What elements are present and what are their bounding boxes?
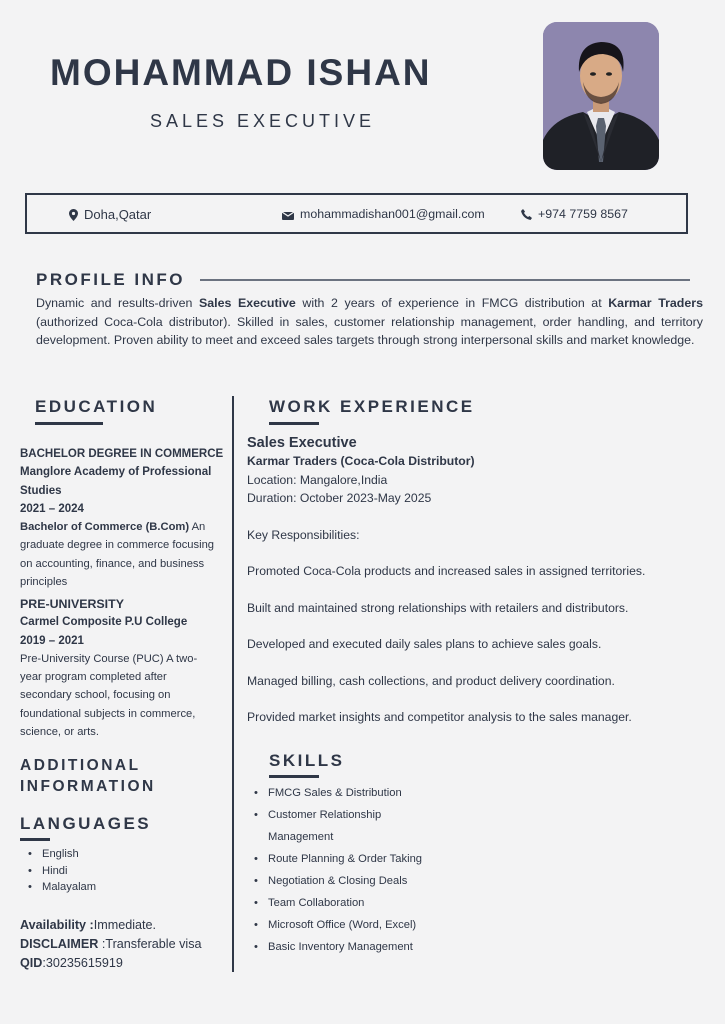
profile-photo xyxy=(543,22,659,170)
skills-list xyxy=(246,782,446,958)
job-company: Karmar Traders (Coca-Cola Distributor) xyxy=(247,454,475,468)
job-title: SALES EXECUTIVE xyxy=(150,111,376,131)
school-name: Manglore Academy of Professional Studies xyxy=(20,466,212,497)
job-entry xyxy=(247,434,707,727)
profile-summary xyxy=(36,294,703,350)
education-underline xyxy=(35,422,103,425)
profile-text-3: (authorized Coca-Cola distributor). Skilled in sales, customer relationship management, order handling, and territory development. Proven ability to meet and exceed sales targets through strong interpersonal skills and market knowledge. xyxy=(36,314,703,347)
additional-heading-line2: INFORMATION xyxy=(20,778,156,795)
course-text: Pre-University Course (PUC) A two-year program completed after secondary school, focusing on foundational subjects in commerce, science, or arts. xyxy=(20,652,198,739)
map-pin-icon xyxy=(69,209,78,221)
envelope-icon xyxy=(282,210,294,220)
job-location: Location: Mangalore,India xyxy=(247,472,388,487)
list-item: • Basic Inventory Management xyxy=(246,936,446,958)
skills-underline xyxy=(269,775,319,778)
contact-phone[interactable] xyxy=(521,207,628,221)
location-text: Doha,Qatar xyxy=(84,207,152,222)
list-item: • Microsoft Office (Word, Excel) xyxy=(246,914,446,936)
column-divider xyxy=(232,396,234,972)
responsibility-item: Managed billing, cash collections, and product delivery coordination. xyxy=(247,673,615,688)
list-item: • Negotiation & Closing Deals xyxy=(246,870,446,892)
disclaimer-value: :Transferable visa xyxy=(98,937,202,951)
profile-bold-1: Sales Executive xyxy=(199,296,296,310)
languages-underline xyxy=(20,838,50,841)
responsibilities-label: Key Responsibilities: xyxy=(247,527,360,542)
course-text: An graduate degree in commerce focusing on accounting, finance, and business principles xyxy=(20,521,215,589)
list-item: • Hindi xyxy=(20,863,220,880)
job-duration: Duration: October 2023-May 2025 xyxy=(247,491,432,505)
job-role: Sales Executive xyxy=(247,435,357,451)
contact-location xyxy=(69,207,151,222)
list-item: • FMCG Sales & Distribution xyxy=(246,782,446,804)
school-name: Carmel Composite P.U College xyxy=(20,616,188,629)
skills-heading: SKILLS xyxy=(269,751,345,770)
education-entry-1 xyxy=(20,445,228,591)
qid-value: :30235615919 xyxy=(42,956,123,970)
responsibility-item: Developed and executed daily sales plans to achieve sales goals. xyxy=(247,637,602,651)
list-item: • Malayalam xyxy=(20,879,220,896)
degree-title: BACHELOR DEGREE IN COMMERCE xyxy=(20,448,224,460)
languages-heading: LANGUAGES xyxy=(20,814,152,833)
degree-title: PRE-UNIVERSITY xyxy=(20,597,124,611)
languages-list xyxy=(20,846,220,896)
work-underline xyxy=(269,422,319,425)
availability-value: Immediate. xyxy=(93,918,157,932)
degree-description xyxy=(20,650,218,741)
additional-heading xyxy=(20,755,156,797)
profile-heading: PROFILE INFO xyxy=(36,270,185,289)
availability-line xyxy=(20,916,230,935)
disclaimer-label: DISCLAIMER xyxy=(20,937,99,951)
work-heading: WORK EXPERIENCE xyxy=(269,397,475,416)
degree-description xyxy=(20,518,228,591)
degree-years: 2021 – 2024 xyxy=(20,502,84,515)
education-entry-2 xyxy=(20,595,218,741)
additional-heading-line1: ADDITIONAL xyxy=(20,757,141,774)
list-item: • Route Planning & Order Taking xyxy=(246,848,446,870)
course-name: Bachelor of Commerce (B.Com) xyxy=(20,521,190,534)
person-portrait-icon xyxy=(543,22,659,170)
profile-rule xyxy=(200,279,690,281)
degree-years: 2019 – 2021 xyxy=(20,634,84,647)
availability-label: Availability : xyxy=(20,918,94,932)
qid-label: QID xyxy=(20,956,43,970)
email-text[interactable]: mohammadishan001@gmail.com xyxy=(300,207,485,221)
candidate-name: MOHAMMAD ISHAN xyxy=(50,52,432,93)
responsibility-item: Promoted Coca-Cola products and increased sales in assigned territories. xyxy=(247,564,646,578)
qid-line xyxy=(20,954,230,973)
profile-text-2: with 2 years of experience in FMCG distribution at xyxy=(295,296,609,310)
phone-icon xyxy=(521,209,532,220)
disclaimer-line xyxy=(20,935,230,954)
phone-text[interactable]: +974 7759 8567 xyxy=(538,207,628,221)
availability-block xyxy=(20,916,230,973)
list-item: • Customer Relationship Management xyxy=(246,804,418,848)
education-heading: EDUCATION xyxy=(35,397,158,416)
contact-bar xyxy=(25,193,688,234)
profile-bold-2: Karmar Traders xyxy=(608,296,703,310)
profile-text-1: Dynamic and results-driven xyxy=(36,296,199,310)
list-item: • Team Collaboration xyxy=(246,892,446,914)
responsibility-item: Built and maintained strong relationships with retailers and distributors. xyxy=(247,600,629,615)
contact-email[interactable] xyxy=(282,207,485,221)
list-item: • English xyxy=(20,846,220,863)
responsibility-item: Provided market insights and competitor analysis to the sales manager. xyxy=(247,710,632,724)
